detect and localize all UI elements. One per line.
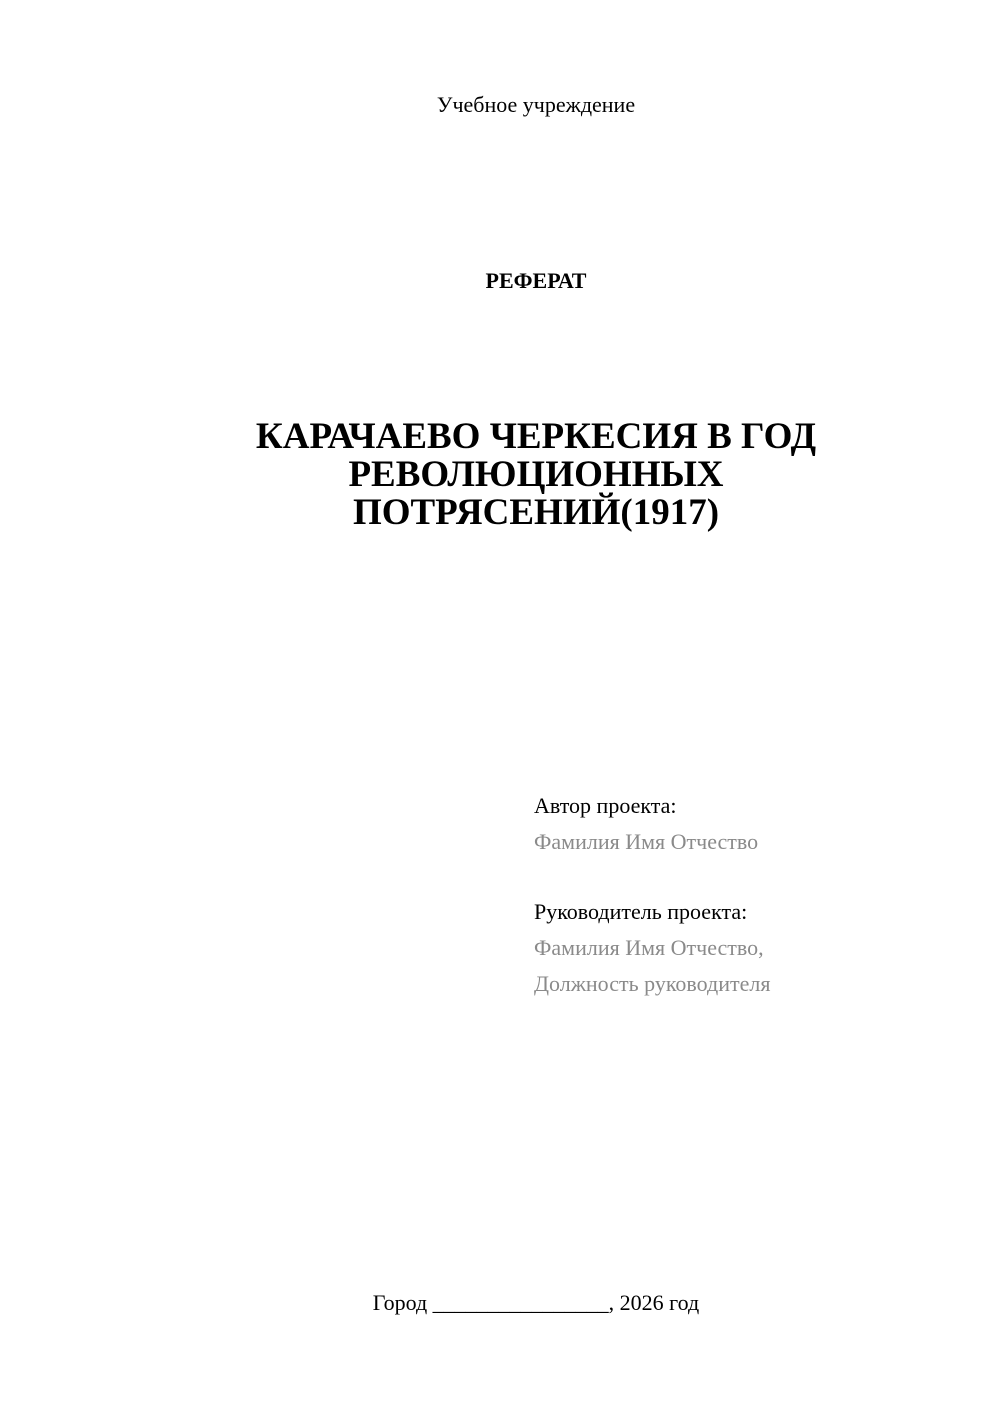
title-line: РЕВОЛЮЦИОННЫХ [348, 454, 724, 495]
institution-name: Учебное учреждение [436, 92, 636, 117]
supervisor-name: Фамилия Имя Отчество, [534, 935, 764, 960]
document-type: РЕФЕРАТ [485, 268, 587, 293]
city-year-line: Город ________________, 2026 год [372, 1290, 700, 1315]
author-label: Автор проекта: [534, 793, 677, 818]
credits-block [534, 788, 770, 1002]
supervisor-position: Должность руководителя [534, 971, 771, 996]
document-title [230, 418, 842, 532]
author-name: Фамилия Имя Отчество [534, 829, 759, 854]
title-line: ПОТРЯСЕНИЙ(1917) [352, 492, 720, 533]
credits-spacer [534, 860, 770, 894]
title-line: КАРАЧАЕВО ЧЕРКЕСИЯ В ГОД [255, 416, 817, 457]
supervisor-label: Руководитель проекта: [534, 899, 748, 924]
